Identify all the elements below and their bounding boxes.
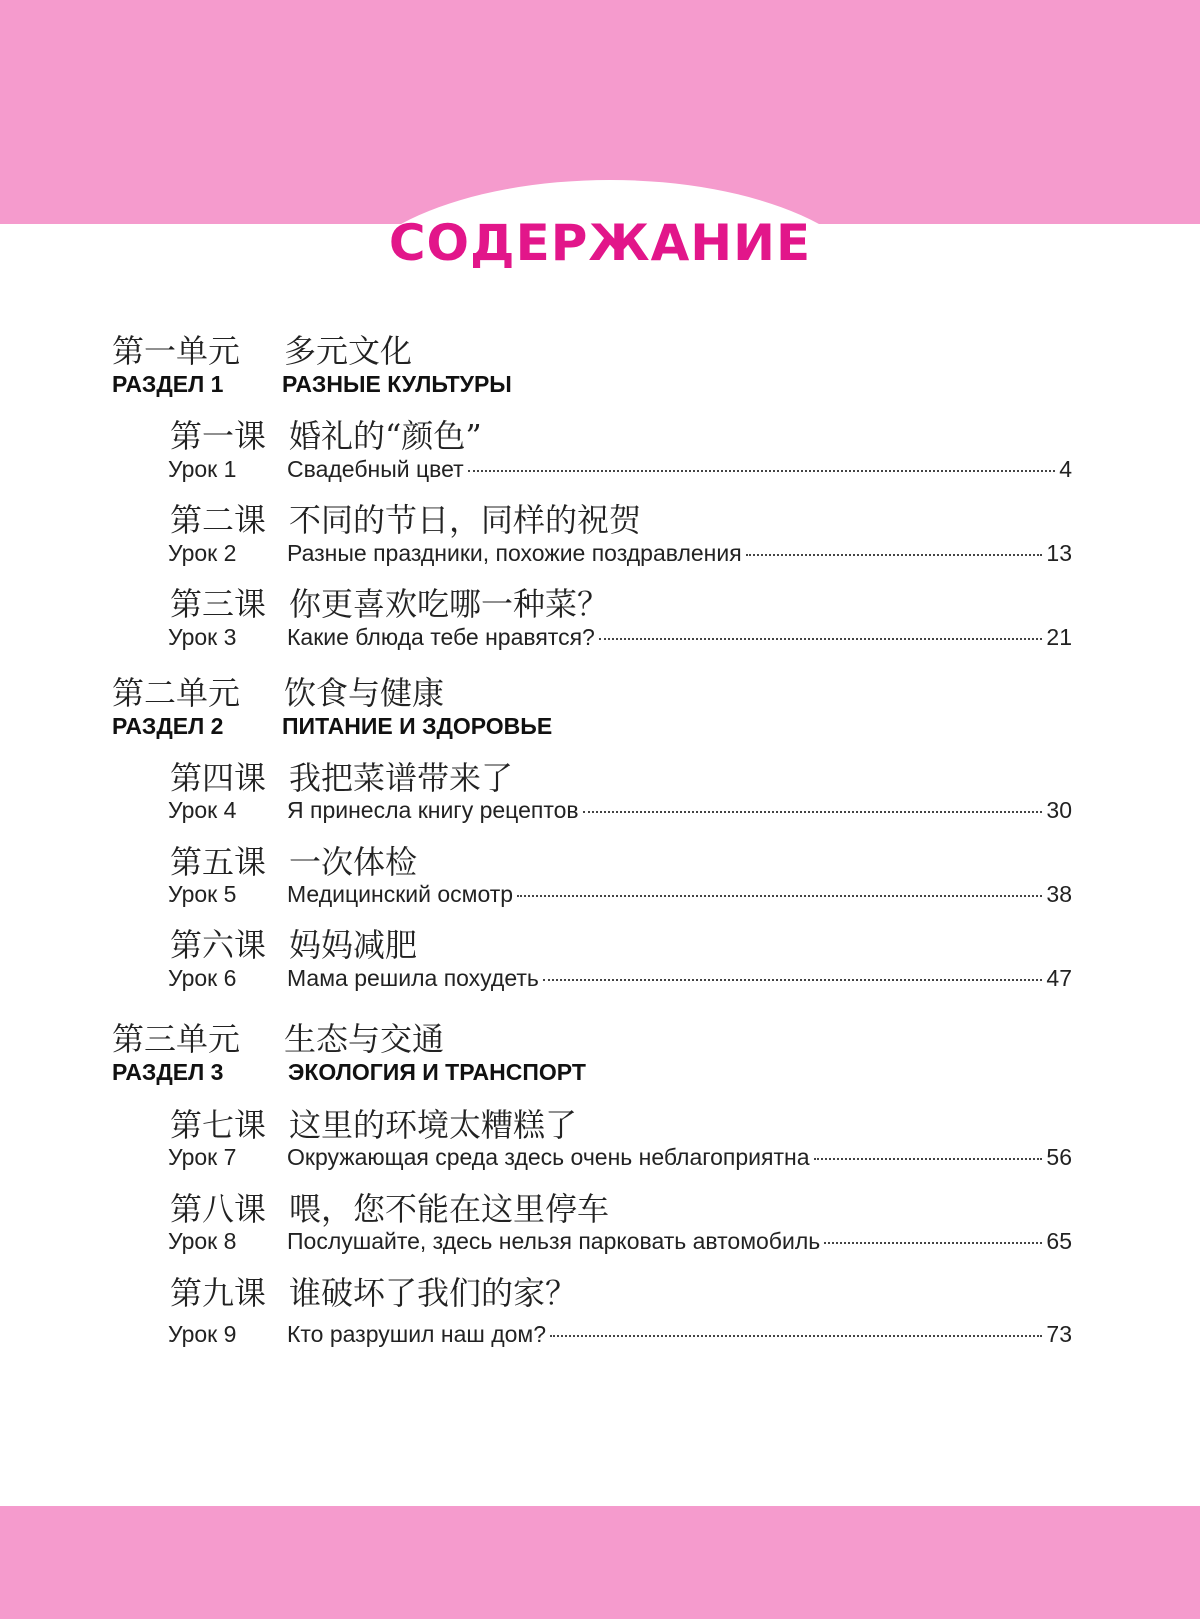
- lesson-4-zh-number: 第四课: [170, 759, 267, 797]
- unit-1-zh-number: 第一单元: [112, 332, 241, 370]
- lesson-7-ru-number: Урок 7: [168, 1144, 237, 1170]
- leader-dots: [468, 470, 1056, 472]
- lesson-5-ru-title: Медицинский осмотр: [287, 881, 514, 907]
- lesson-1-ru-title: Свадебный цвет: [287, 456, 464, 482]
- lesson-9-ru-number: Урок 9: [168, 1321, 237, 1347]
- lesson-8-zh-number: 第八课: [170, 1190, 267, 1228]
- lesson-4-ru-title: Я принесла книгу рецептов: [287, 797, 579, 823]
- lesson-9-zh-title: 谁破坏了我们的家？: [289, 1274, 578, 1312]
- lesson-1-entry[interactable]: [287, 456, 1072, 483]
- lesson-7-entry[interactable]: [287, 1144, 1072, 1171]
- lesson-5-zh-number: 第五课: [170, 843, 267, 881]
- lesson-3-ru-title: Какие блюда тебе нравятся?: [287, 624, 595, 650]
- unit-2-zh-title: 饮食与健康: [284, 674, 445, 712]
- unit-3-ru-number: РАЗДЕЛ 3: [112, 1059, 224, 1085]
- unit-3-zh-number: 第三单元: [112, 1020, 241, 1058]
- lesson-5-entry[interactable]: [287, 881, 1072, 908]
- lesson-6-ru-number: Урок 6: [168, 965, 237, 991]
- unit-3-ru-title: ЭКОЛОГИЯ И ТРАНСПОРТ: [288, 1059, 586, 1085]
- lesson-2-ru-title: Разные праздники, похожие поздравления: [287, 540, 742, 566]
- lesson-7-ru-title: Окружающая среда здесь очень неблагоприятна: [287, 1144, 810, 1170]
- lesson-4-page: 30: [1046, 797, 1072, 823]
- leader-dots: [599, 638, 1043, 640]
- lesson-9-page: 73: [1046, 1321, 1072, 1347]
- lesson-1-zh-number: 第一课: [170, 417, 267, 455]
- lesson-1-zh-title: 婚礼的“颜色”: [289, 417, 482, 455]
- lesson-7-page: 56: [1046, 1144, 1072, 1170]
- unit-2-ru-title: ПИТАНИЕ И ЗДОРОВЬЕ: [282, 713, 553, 739]
- lesson-8-entry[interactable]: [287, 1228, 1072, 1255]
- lesson-6-zh-title: 妈妈减肥: [289, 926, 418, 964]
- lesson-3-entry[interactable]: [287, 624, 1072, 651]
- lesson-2-ru-number: Урок 2: [168, 540, 237, 566]
- lesson-9-entry[interactable]: [287, 1321, 1072, 1348]
- lesson-5-ru-number: Урок 5: [168, 881, 237, 907]
- lesson-4-ru-number: Урок 4: [168, 797, 237, 823]
- unit-3-zh-title: 生态与交通: [284, 1020, 445, 1058]
- lesson-1-ru-number: Урок 1: [168, 456, 237, 482]
- lesson-9-ru-title: Кто разрушил наш дом?: [287, 1321, 547, 1347]
- lesson-2-entry[interactable]: [287, 540, 1072, 567]
- lesson-2-zh-number: 第二课: [170, 501, 267, 539]
- lesson-5-page: 38: [1046, 881, 1072, 907]
- lesson-3-page: 21: [1046, 624, 1072, 650]
- lesson-8-ru-title: Послушайте, здесь нельзя парковать автомобиль: [287, 1228, 821, 1254]
- leader-dots: [517, 895, 1042, 897]
- lesson-1-page: 4: [1059, 456, 1072, 482]
- lesson-8-zh-title: 喂，您不能在这里停车: [289, 1190, 610, 1228]
- lesson-6-ru-title: Мама решила похудеть: [287, 965, 539, 991]
- lesson-4-zh-title: 我把菜谱带来了: [289, 759, 514, 797]
- lesson-6-entry[interactable]: [287, 965, 1072, 992]
- lesson-4-entry[interactable]: [287, 797, 1072, 824]
- lesson-7-zh-number: 第七课: [170, 1106, 267, 1144]
- lesson-6-zh-number: 第六课: [170, 926, 267, 964]
- leader-dots: [543, 979, 1043, 981]
- lesson-9-zh-number: 第九课: [170, 1274, 267, 1312]
- leader-dots: [583, 811, 1043, 813]
- lesson-2-zh-title: 不同的节日，同样的祝贺: [289, 501, 642, 539]
- leader-dots: [746, 554, 1043, 556]
- unit-2-ru-number: РАЗДЕЛ 2: [112, 713, 224, 739]
- unit-1-zh-title: 多元文化: [284, 332, 413, 370]
- unit-2-zh-number: 第二单元: [112, 674, 241, 712]
- lesson-7-zh-title: 这里的环境太糟糕了: [289, 1106, 578, 1144]
- lesson-3-zh-number: 第三课: [170, 585, 267, 623]
- lesson-8-ru-number: Урок 8: [168, 1228, 237, 1254]
- lesson-5-zh-title: 一次体检: [289, 843, 418, 881]
- leader-dots: [550, 1335, 1042, 1337]
- unit-1-ru-title: РАЗНЫЕ КУЛЬТУРЫ: [282, 371, 512, 397]
- leader-dots: [824, 1242, 1042, 1244]
- bottom-pink-band: [0, 1506, 1200, 1619]
- page-title: СОДЕРЖАНИЕ: [388, 214, 812, 272]
- unit-1-ru-number: РАЗДЕЛ 1: [112, 371, 224, 397]
- lesson-6-page: 47: [1046, 965, 1072, 991]
- leader-dots: [814, 1158, 1043, 1160]
- lesson-2-page: 13: [1046, 540, 1072, 566]
- lesson-3-zh-title: 你更喜欢吃哪一种菜？: [289, 585, 610, 623]
- lesson-3-ru-number: Урок 3: [168, 624, 237, 650]
- lesson-8-page: 65: [1046, 1228, 1072, 1254]
